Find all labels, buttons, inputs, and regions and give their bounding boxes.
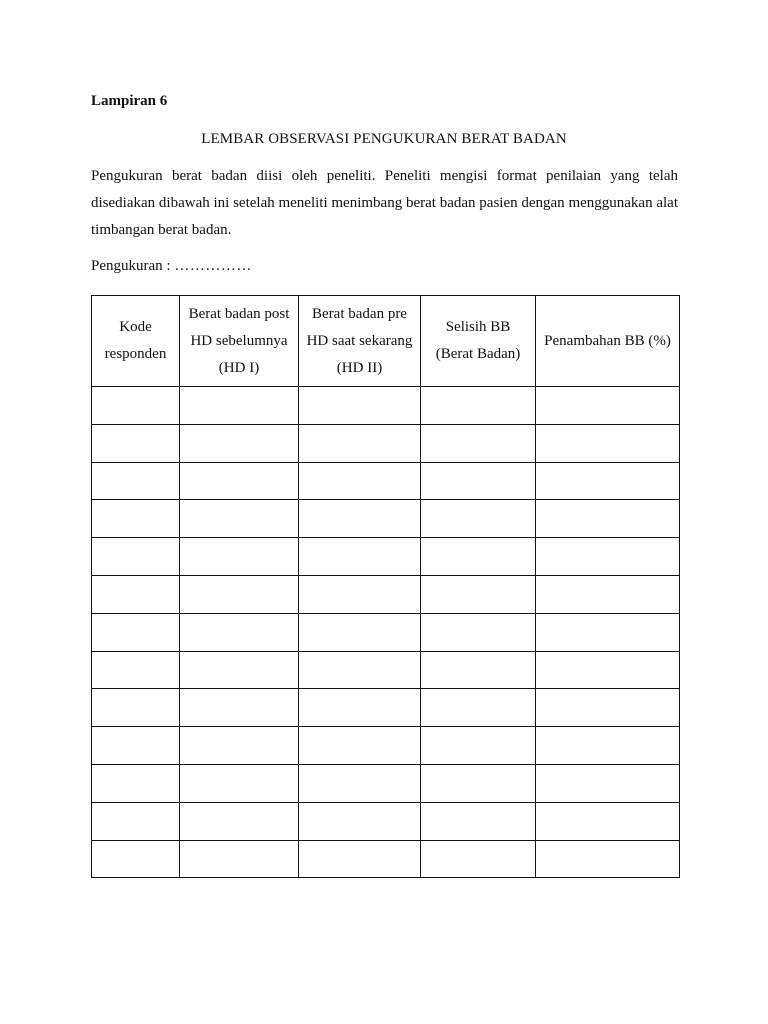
table-row	[92, 727, 680, 765]
cell-berat-badan-post	[180, 613, 299, 651]
table-row	[92, 613, 680, 651]
cell-kode-responden	[92, 575, 180, 613]
measurement-line	[91, 257, 252, 275]
header-line: (HD I)	[218, 359, 260, 376]
cell-selisih-bb	[421, 575, 536, 613]
header-line: HD saat sekarang	[306, 332, 413, 349]
cell-penambahan-bb	[536, 387, 680, 425]
cell-selisih-bb	[421, 462, 536, 500]
cell-penambahan-bb	[536, 802, 680, 840]
cell-kode-responden	[92, 387, 180, 425]
cell-berat-badan-post	[180, 500, 299, 538]
header-kode-responden	[92, 296, 180, 387]
cell-selisih-bb	[421, 387, 536, 425]
observation-table	[91, 295, 680, 878]
cell-selisih-bb	[421, 802, 536, 840]
cell-selisih-bb	[421, 424, 536, 462]
cell-kode-responden	[92, 613, 180, 651]
header-line: HD sebelumnya	[190, 332, 288, 349]
cell-selisih-bb	[421, 538, 536, 576]
cell-kode-responden	[92, 500, 180, 538]
cell-penambahan-bb	[536, 651, 680, 689]
cell-selisih-bb	[421, 500, 536, 538]
appendix-heading: Lampiran 6	[91, 93, 168, 109]
table-row	[92, 500, 680, 538]
cell-berat-badan-post	[180, 764, 299, 802]
cell-penambahan-bb	[536, 500, 680, 538]
cell-kode-responden	[92, 764, 180, 802]
table-row	[92, 764, 680, 802]
cell-berat-badan-post	[180, 538, 299, 576]
cell-kode-responden	[92, 651, 180, 689]
cell-berat-badan-pre	[299, 462, 421, 500]
header-berat-badan-pre	[299, 296, 421, 387]
cell-berat-badan-pre	[299, 764, 421, 802]
header-line: Selisih BB	[445, 319, 511, 335]
cell-berat-badan-post	[180, 387, 299, 425]
cell-selisih-bb	[421, 727, 536, 765]
cell-berat-badan-pre	[299, 802, 421, 840]
cell-berat-badan-post	[180, 689, 299, 727]
cell-selisih-bb	[421, 651, 536, 689]
measurement-label: Pengukuran :	[91, 258, 171, 274]
cell-penambahan-bb	[536, 613, 680, 651]
cell-kode-responden	[92, 424, 180, 462]
cell-berat-badan-pre	[299, 424, 421, 462]
cell-selisih-bb	[421, 613, 536, 651]
cell-berat-badan-pre	[299, 840, 421, 878]
cell-berat-badan-pre	[299, 387, 421, 425]
cell-berat-badan-post	[180, 462, 299, 500]
header-penambahan-bb	[536, 296, 680, 387]
table-row	[92, 462, 680, 500]
table-row	[92, 840, 680, 878]
cell-kode-responden	[92, 689, 180, 727]
header-row	[92, 296, 680, 387]
cell-berat-badan-pre	[299, 727, 421, 765]
header-line: Penambahan BB (%)	[544, 332, 671, 349]
cell-penambahan-bb	[536, 424, 680, 462]
header-berat-badan-post	[180, 296, 299, 387]
cell-kode-responden	[92, 538, 180, 576]
cell-berat-badan-pre	[299, 689, 421, 727]
instruction-paragraph: Pengukuran berat badan diisi oleh peneliti. Peneliti mengisi format penilaian yang telah disediakan dibawah ini setelah meneliti menimbang berat badan pasien dengan menggunakan alat timbangan berat badan.	[91, 168, 678, 238]
cell-berat-badan-pre	[299, 500, 421, 538]
cell-selisih-bb	[421, 764, 536, 802]
cell-berat-badan-pre	[299, 613, 421, 651]
cell-kode-responden	[92, 727, 180, 765]
cell-selisih-bb	[421, 840, 536, 878]
header-line: (HD II)	[336, 359, 383, 376]
cell-penambahan-bb	[536, 538, 680, 576]
table-row	[92, 424, 680, 462]
cell-penambahan-bb	[536, 462, 680, 500]
header-line: Berat badan pre	[312, 305, 407, 322]
cell-berat-badan-pre	[299, 651, 421, 689]
cell-berat-badan-pre	[299, 538, 421, 576]
cell-berat-badan-pre	[299, 575, 421, 613]
cell-berat-badan-post	[180, 727, 299, 765]
header-selisih-bb	[421, 296, 536, 387]
cell-kode-responden	[92, 462, 180, 500]
table-row	[92, 575, 680, 613]
table-header	[92, 296, 680, 387]
cell-kode-responden	[92, 802, 180, 840]
table-row	[92, 651, 680, 689]
cell-berat-badan-post	[180, 424, 299, 462]
cell-kode-responden	[92, 840, 180, 878]
header-line: (Berat Badan)	[435, 346, 521, 362]
cell-penambahan-bb	[536, 689, 680, 727]
cell-penambahan-bb	[536, 727, 680, 765]
cell-penambahan-bb	[536, 764, 680, 802]
measurement-blank: ……………	[174, 258, 252, 274]
cell-penambahan-bb	[536, 575, 680, 613]
table-row	[92, 538, 680, 576]
table-row	[92, 689, 680, 727]
cell-selisih-bb	[421, 689, 536, 727]
table-row	[92, 802, 680, 840]
cell-berat-badan-post	[180, 575, 299, 613]
header-line: Kode	[119, 319, 152, 335]
table-row	[92, 387, 680, 425]
cell-penambahan-bb	[536, 840, 680, 878]
header-line: responden	[104, 346, 167, 362]
cell-berat-badan-post	[180, 802, 299, 840]
cell-berat-badan-post	[180, 840, 299, 878]
cell-berat-badan-post	[180, 651, 299, 689]
document-title: LEMBAR OBSERVASI PENGUKURAN BERAT BADAN	[201, 131, 567, 147]
header-line: Berat badan post	[188, 305, 290, 322]
table-body	[92, 387, 680, 878]
